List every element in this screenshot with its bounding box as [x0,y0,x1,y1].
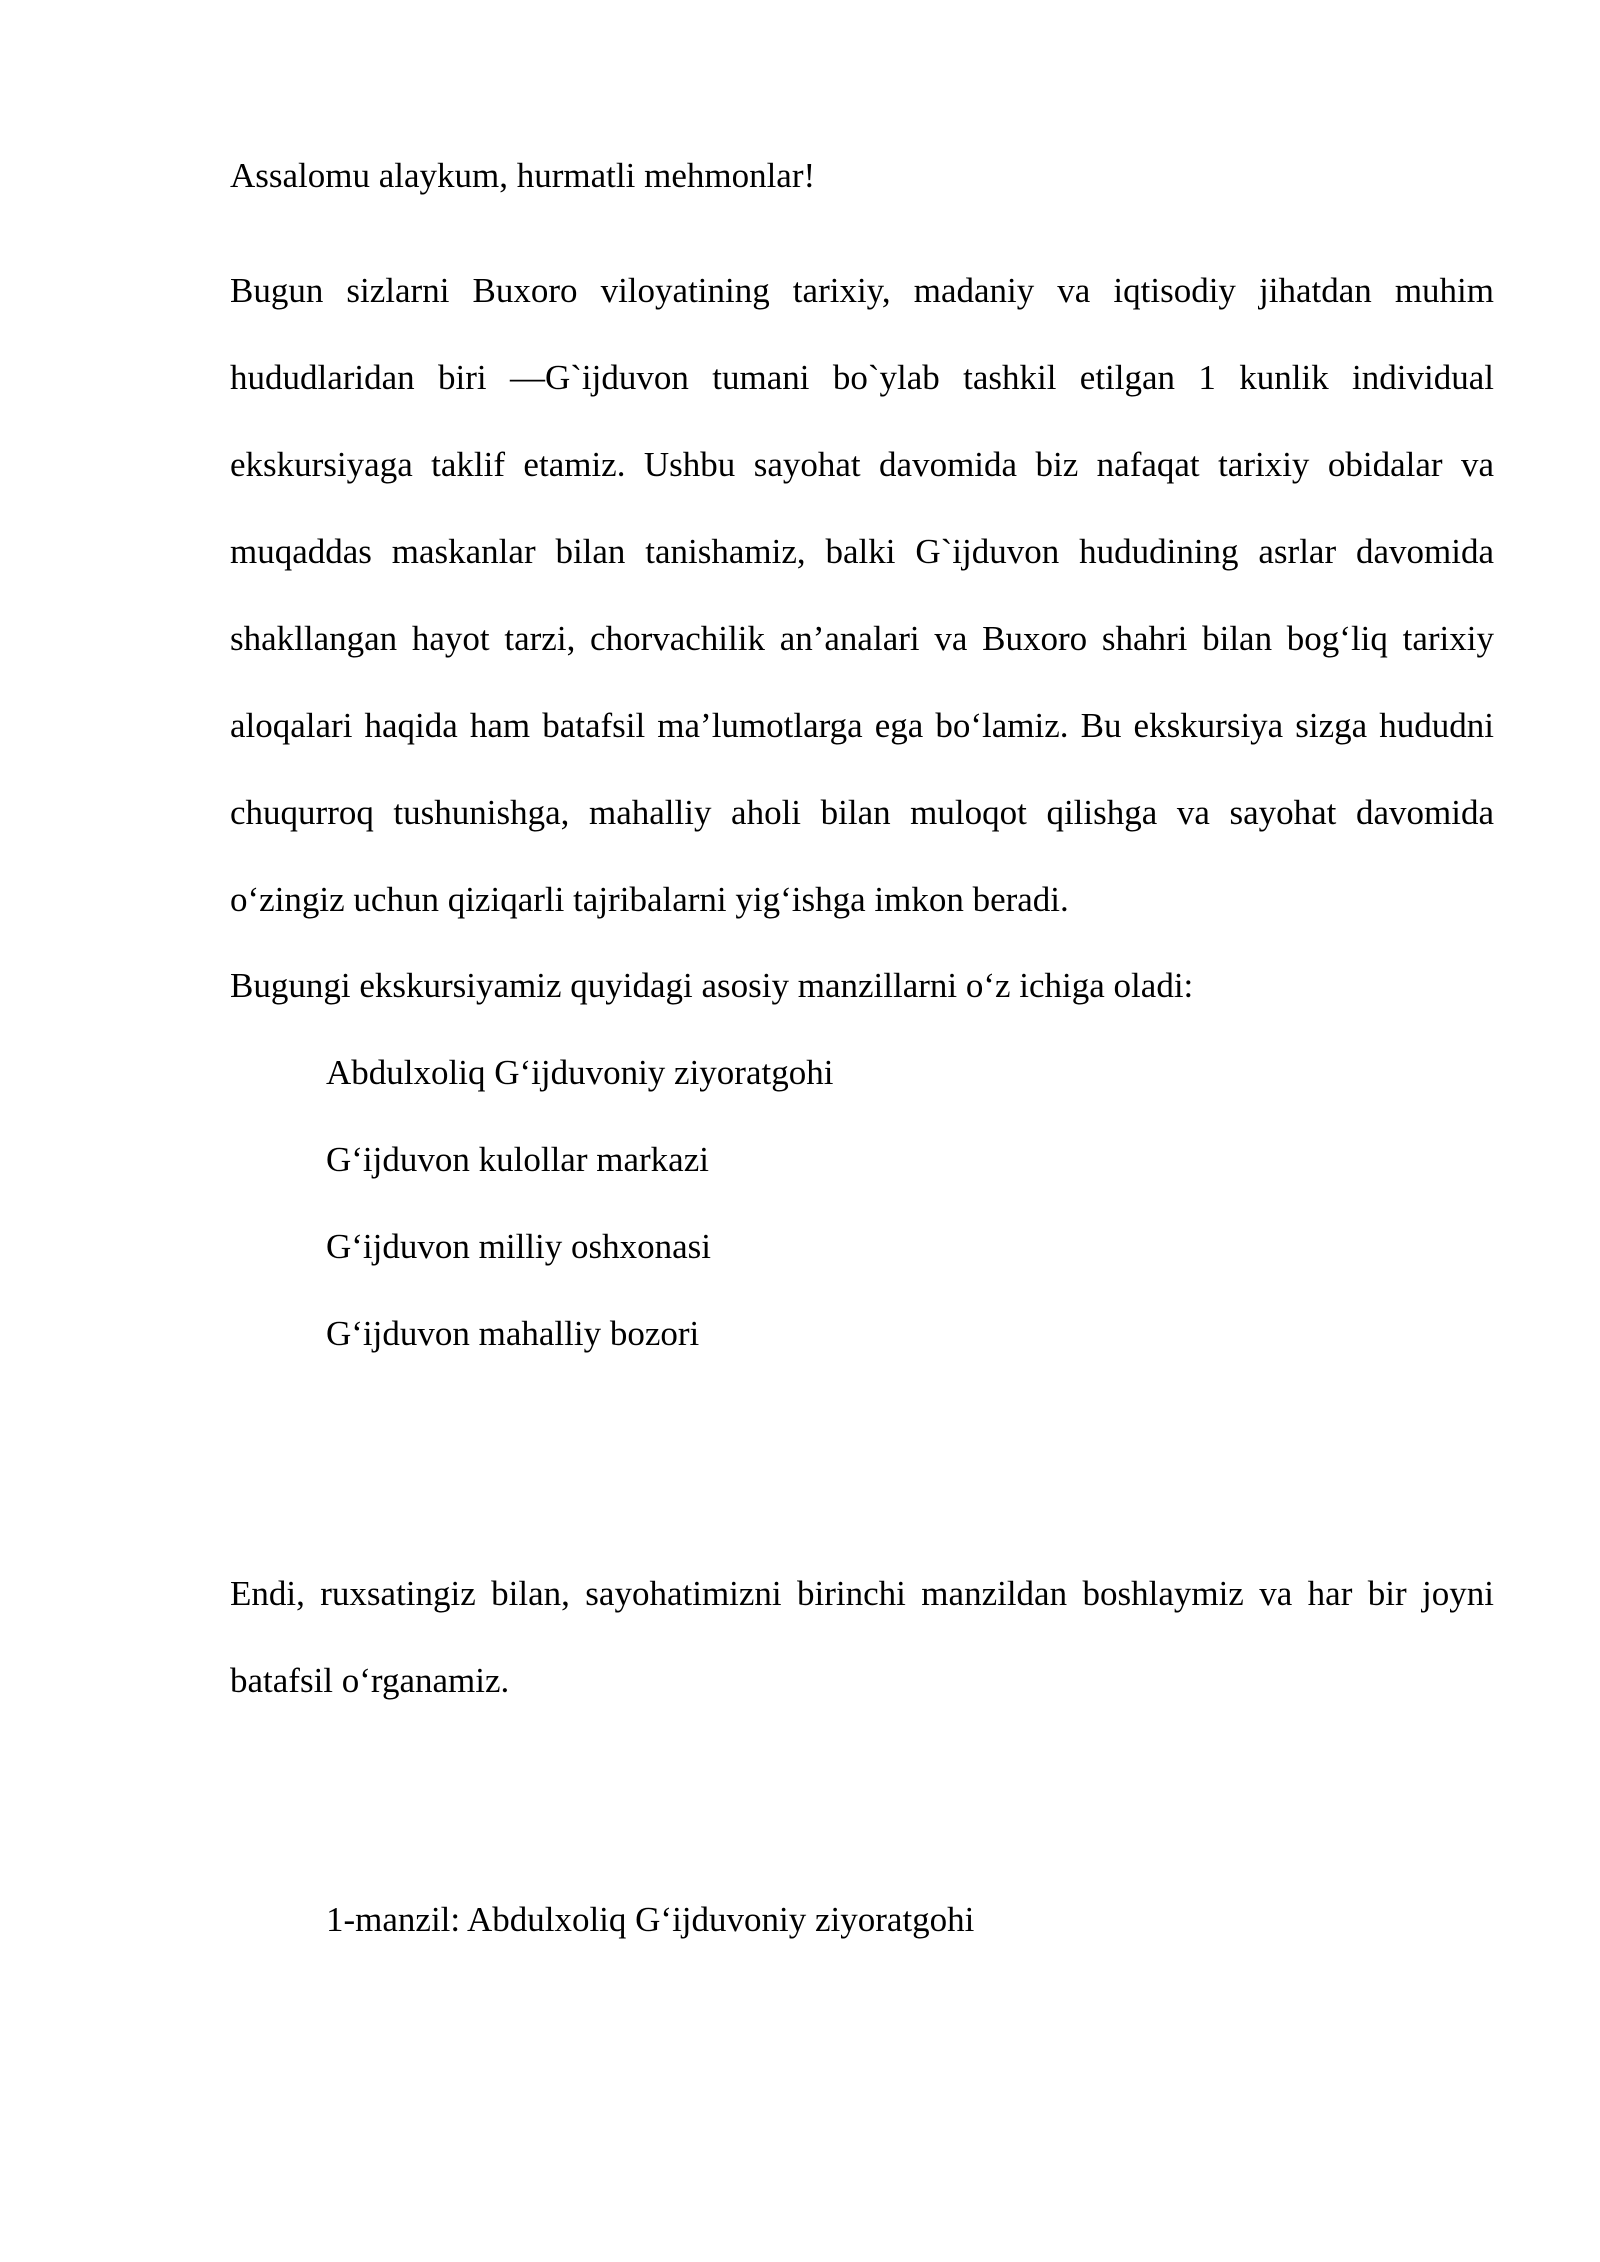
list-item: Abdulxoliq G‘ijduvoniy ziyoratgohi [326,1053,834,1092]
list-item: G‘ijduvon kulollar markazi [326,1140,709,1179]
closing-paragraph: Endi, ruxsatingiz bilan, sayohatimizni birinchi manzildan boshlaymiz va har bir joyni batafsil o‘rganamiz. [230,1574,1494,1700]
list-item: G‘ijduvon mahalliy bozori [326,1314,700,1353]
section-heading: 1-manzil: Abdulxoliq G‘ijduvoniy ziyoratgohi [326,1900,975,1939]
list-item: G‘ijduvon milliy oshxonasi [326,1227,711,1266]
intro-paragraph: Bugun sizlarni Buxoro viloyatining tarixiy, madaniy va iqtisodiy jihatdan muhim hududlaridan biri —G`ijduvon tumani bo`ylab tashkil etilgan 1 kunlik individual ekskursiyaga taklif etamiz. Ushbu sayohat davomida biz nafaqat tarixiy obidalar va muqaddas maskanlar bilan tanishamiz, balki G`ijduvon hududining asrlar davomida shakllangan hayot tarzi, chorvachilik an’analari va Buxoro shahri bilan bog‘liq tarixiy aloqalari haqida ham batafsil ma’lumotlarga ega bo‘lamiz. Bu ekskursiya sizga hududni chuqurroq tushunishga, mahalliy aholi bilan muloqot qilishga va sayohat davomida o‘zingiz uchun qiziqarli tajribalarni yig‘ishga imkon beradi. [230,271,1494,919]
document-body [230,150,1494,1946]
destination-list [230,1047,1494,1360]
list-intro-text: Bugungi ekskursiyamiz quyidagi asosiy manzillarni o‘z ichiga oladi: [230,966,1194,1005]
greeting-text: Assalomu alaykum, hurmatli mehmonlar! [230,156,816,195]
